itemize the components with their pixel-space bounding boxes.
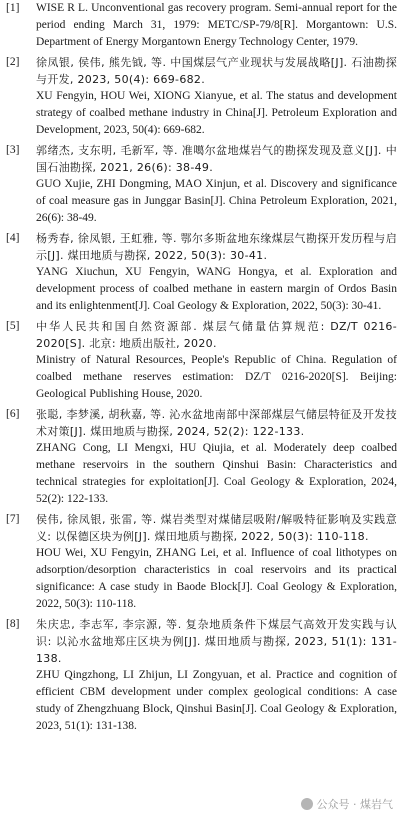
reference-text-cn: 中华人民共和国自然资源部. 煤层气储量估算规范: DZ/T 0216-2020[S]. 北京: 地质出版社, 2020. bbox=[36, 320, 397, 350]
reference-item bbox=[0, 616, 407, 735]
wechat-icon bbox=[301, 798, 313, 810]
reference-number: [5] bbox=[6, 320, 20, 332]
reference-body bbox=[36, 318, 397, 403]
reference-item bbox=[0, 230, 407, 315]
reference-body bbox=[36, 511, 397, 613]
reference-text-en: Ministry of Natural Resources, People's Republic of China. Regulation of coalbed methane reserves estimation: DZ/T 0216-2020[S]. Beijing: Geological Publishing House, 2020. bbox=[36, 354, 397, 400]
reference-number: [3] bbox=[6, 144, 20, 156]
reference-text-cn: 侯伟, 徐凤银, 张雷, 等. 煤岩类型对煤储层吸附/解吸特征影响及实践意义: 以保德区块为例[J]. 煤田地质与勘探, 2022, 50(3): 110-118. bbox=[36, 513, 397, 543]
reference-number: [8] bbox=[6, 618, 20, 630]
reference-item bbox=[0, 54, 407, 139]
reference-body bbox=[36, 54, 397, 139]
watermark bbox=[301, 796, 394, 812]
reference-number: [1] bbox=[6, 2, 20, 14]
reference-text-en: WISE R L. Unconventional gas recovery program. Semi-annual report for the period ending March 31, 1979: METC/SP-79/8[R]. Morgantown: U.S. Department of Energy Morgantown Energy Technology Center, 1979. bbox=[36, 2, 397, 48]
reference-text-en: HOU Wei, XU Fengyin, ZHANG Lei, et al. Influence of coal lithotypes on adsorption/desorption characteristics in coal reservoirs and its practical significance: A case study in Baode Block[J]. Coal Geology & Exploration, 2022, 50(3): 110-118. bbox=[36, 547, 397, 610]
reference-text-cn: 徐凤银, 侯伟, 熊先钺, 等. 中国煤层气产业现状与发展战略[J]. 石油勘探与开发, 2023, 50(4): 669-682. bbox=[36, 56, 397, 86]
reference-body bbox=[36, 406, 397, 508]
reference-number: [2] bbox=[6, 56, 20, 68]
reference-body bbox=[36, 230, 397, 315]
reference-text-en: YANG Xiuchun, XU Fengyin, WANG Hongya, et al. Exploration and development process of coalbed methane in eastern margin of Ordos Basin and its enlightenment[J]. Coal Geology & Exploration, 2022, 50(3): 30-41. bbox=[36, 266, 397, 312]
reference-body bbox=[36, 0, 397, 51]
reference-number: [7] bbox=[6, 513, 20, 525]
reference-item bbox=[0, 511, 407, 613]
reference-item bbox=[0, 318, 407, 403]
watermark-text: 公众号 · 煤岩气 bbox=[316, 798, 393, 811]
reference-body bbox=[36, 142, 397, 227]
reference-text-en: GUO Xujie, ZHI Dongming, MAO Xinjun, et al. Discovery and significance of coal measure gas in Junggar Basin[J]. China Petroleum Exploration, 2021, 26(6): 38-49. bbox=[36, 178, 397, 224]
reference-text-cn: 郭绪杰, 支东明, 毛新军, 等. 准噶尔盆地煤岩气的勘探发现及意义[J]. 中国石油勘探, 2021, 26(6): 38-49. bbox=[36, 144, 397, 174]
reference-item bbox=[0, 0, 407, 51]
reference-body bbox=[36, 616, 397, 735]
reference-number: [4] bbox=[6, 232, 20, 244]
reference-text-cn: 朱庆忠, 李志军, 李宗源, 等. 复杂地质条件下煤层气高效开发实践与认识: 以沁水盆地郑庄区块为例[J]. 煤田地质与勘探, 2023, 51(1): 131-138. bbox=[36, 618, 397, 665]
reference-number: [6] bbox=[6, 408, 20, 420]
reference-text-cn: 张聪, 李梦溪, 胡秋嘉, 等. 沁水盆地南部中深部煤层气储层特征及开发技术对策[J]. 煤田地质与勘探, 2024, 52(2): 122-133. bbox=[36, 408, 397, 438]
reference-text-cn: 杨秀春, 徐凤银, 王虹雅, 等. 鄂尔多斯盆地东缘煤层气勘探开发历程与启示[J]. 煤田地质与勘探, 2022, 50(3): 30-41. bbox=[36, 232, 397, 262]
reference-text-en: ZHU Qingzhong, LI Zhijun, LI Zongyuan, et al. Practice and cognition of efficient CBM development under complex geological conditions: A case study of Zhengzhuang Block, Qinshui Basin[J]. Coal Geology & Exploration, 2023, 51(1): 131-138. bbox=[36, 669, 397, 732]
reference-text-en: ZHANG Cong, LI Mengxi, HU Qiujia, et al. Moderately deep coalbed methane reservoirs in the southern Qinshui Basin: Characteristics and technical strategies for exploitation[J]. Coal Geology & Exploration, 2024, 52(2): 122-133. bbox=[36, 442, 397, 505]
reference-item bbox=[0, 406, 407, 508]
reference-item bbox=[0, 142, 407, 227]
reference-text-en: XU Fengyin, HOU Wei, XIONG Xianyue, et al. The status and development strategy of coalbed methane industry in China[J]. Petroleum Exploration and Development, 2023, 50(4): 669-682. bbox=[36, 90, 397, 136]
